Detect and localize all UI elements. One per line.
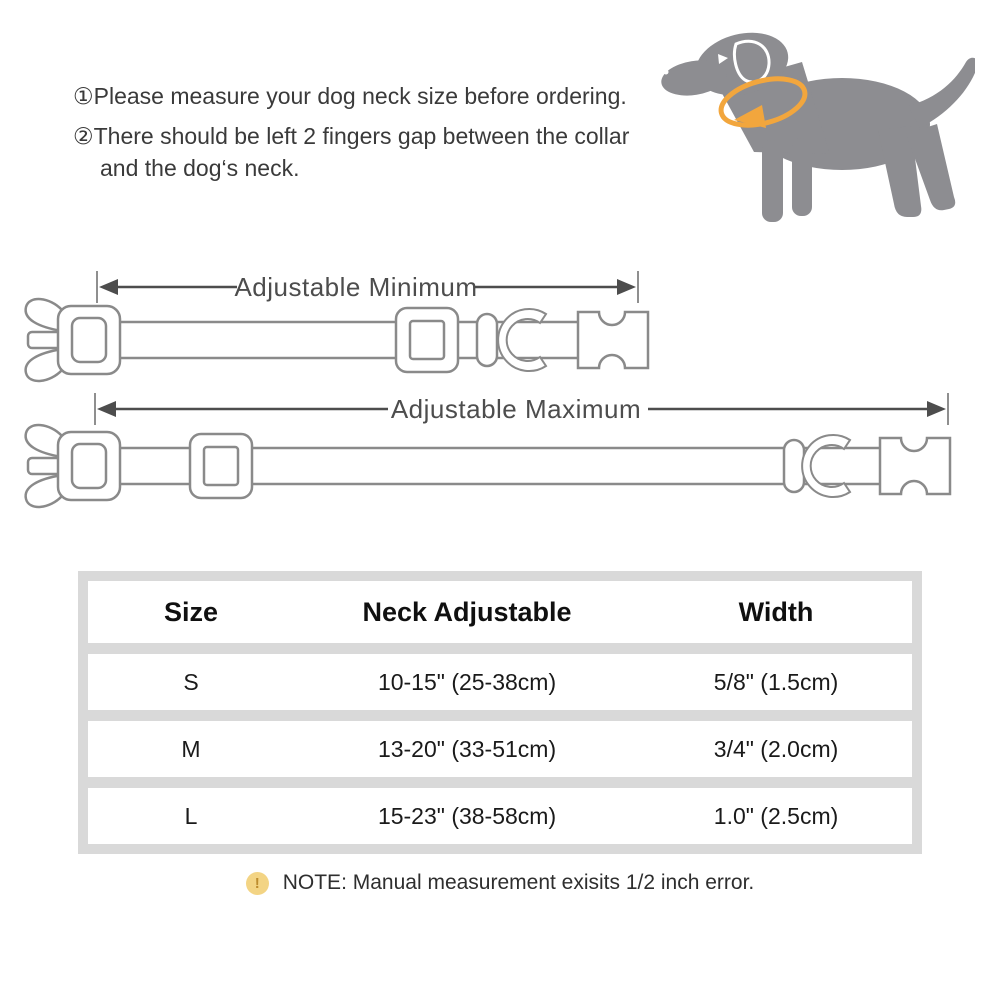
header-size: Size [163, 596, 219, 627]
dog-illustration [650, 14, 975, 242]
table-row-l [88, 788, 912, 844]
exclamation-icon: ! [246, 872, 269, 895]
max-arrowhead-left-icon [97, 401, 116, 417]
size-table-header-row [88, 581, 912, 643]
collar-keeper [477, 314, 497, 366]
adjustable-minimum-diagram [0, 263, 1000, 393]
collar-female-buckle [578, 312, 648, 368]
max-arrowhead-right-icon [927, 401, 946, 417]
collar-keeper [784, 440, 804, 492]
adjustable-maximum-diagram [0, 388, 1000, 518]
measuring-instructions [73, 80, 653, 192]
neck-cell: 10-15" (25-38cm) [377, 668, 557, 695]
adjustable-maximum-label: Adjustable Maximum [390, 394, 642, 424]
collar-male-buckle [26, 299, 120, 381]
dog-nose-dot [664, 70, 669, 75]
instruction-item-2 [73, 120, 653, 185]
collar-slider [190, 434, 252, 498]
table-row-s [88, 654, 912, 710]
width-cell: 1.0" (2.5cm) [713, 802, 839, 829]
instruction-item-1 [73, 80, 653, 113]
collar-female-buckle [880, 438, 950, 494]
size-cell: M [181, 735, 201, 762]
min-arrowhead-left-icon [99, 279, 118, 295]
collar-male-buckle [26, 425, 120, 507]
neck-cell: 13-20" (33-51cm) [377, 735, 557, 762]
adjustable-minimum-label: Adjustable Minimum [234, 272, 478, 302]
neck-cell: 15-23" (38-58cm) [377, 802, 557, 829]
instruction-1-marker: ① [73, 83, 94, 109]
table-row-m [88, 721, 912, 777]
note-text: NOTE: Manual measurement exisits 1/2 inch error. [282, 871, 755, 894]
measurement-note [0, 871, 1000, 895]
header-width: Width [738, 596, 814, 627]
width-cell: 3/4" (2.0cm) [713, 735, 839, 762]
instruction-2-marker: ② [73, 122, 94, 149]
size-cell: S [183, 668, 199, 695]
min-arrowhead-right-icon [617, 279, 636, 295]
size-table [78, 571, 922, 854]
collar-slider [396, 308, 458, 372]
dog-silhouette-icon [650, 14, 975, 242]
header-neck-adjustable: Neck Adjustable [362, 596, 572, 627]
instruction-1-text: Please measure your dog neck size before ordering. [93, 83, 627, 109]
instruction-2-text: There should be left 2 fingers gap between the collar and the dog‘s neck. [93, 122, 630, 182]
width-cell: 5/8" (1.5cm) [713, 668, 839, 695]
size-cell: L [184, 802, 198, 829]
